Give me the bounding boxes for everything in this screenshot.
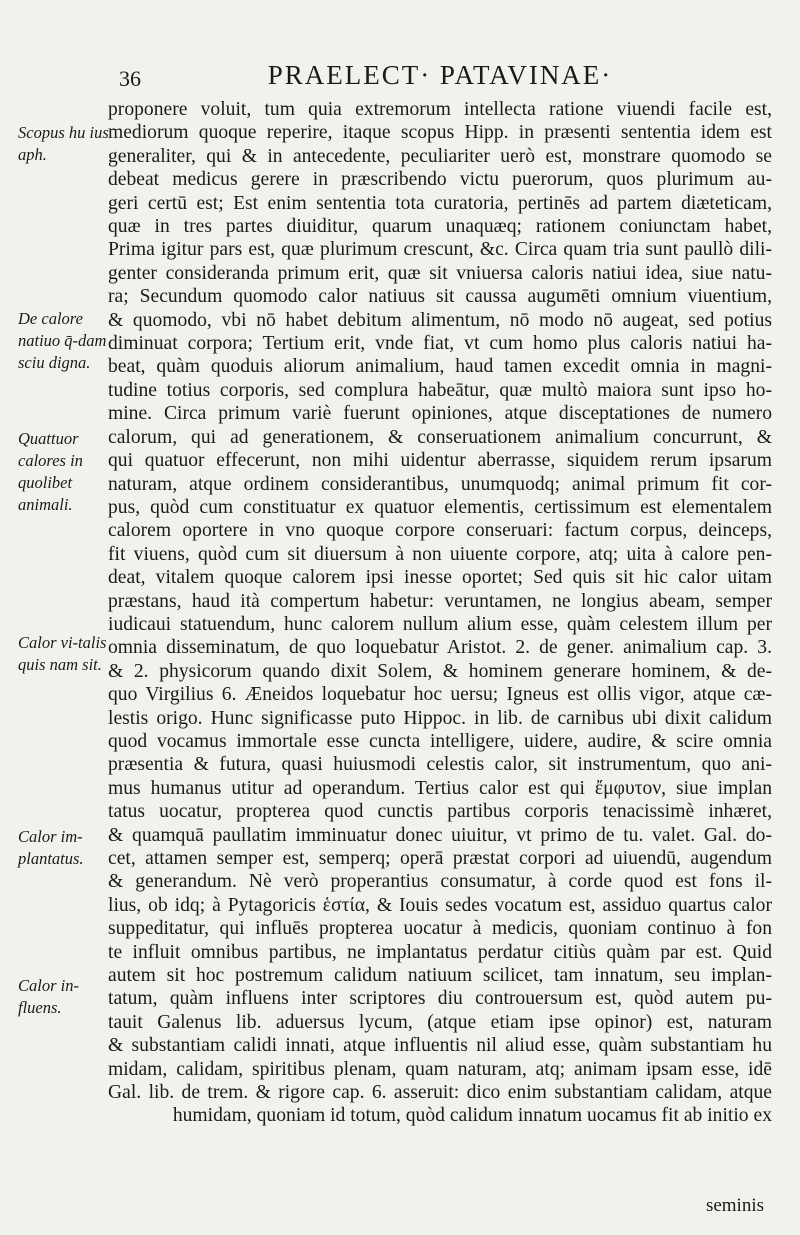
text-line: tatum, quàm influens inter scriptores diu controuersum est, quòd autem pu- (108, 988, 772, 1010)
text-line: deat, vitalem quoque calorem ipsi inesse oportet; Sed quis sit hic calor uitam (108, 567, 772, 589)
text-line: iudicaui statuendum, hunc calorem nullum alium esse, quàm celestem illum per (108, 613, 772, 635)
text-line: tauit Galenus lib. aduersus lycum, (atque etiam ipse opinor) est, naturam (108, 1011, 772, 1033)
text-line: & substantiam calidi innati, atque influentis nil aliud esse, quàm substantiam hu (108, 1035, 772, 1057)
text-line: mine. Circa primum variè fuerunt opiniones, atque disceptationes de numero (108, 403, 772, 425)
text-line: fit viuens, quòd cum sit diuersum à non uiuente corpore, atq; uita à calore pen- (108, 543, 772, 565)
text-line: debeat medicus gerere in præscribendo victu puerorum, quos plurimum au- (108, 169, 772, 191)
text-line: proponere voluit, tum quia extremorum intellecta ratione viuendi facile est, (108, 99, 772, 120)
text-line: diminuat corpora; Tertium erit, vnde fiat, vt cum homo plus caloris natiui ha- (108, 333, 772, 355)
margin-note-scopus: Scopus hu ius aph. (18, 123, 109, 164)
text-line: & generandum. Nè verò properantius consumatur, à corde quod est fons il- (108, 871, 772, 893)
text-line: humidam, quoniam id totum, quòd calidum innatum uocamus fit ab initio ex (172, 1105, 772, 1127)
text-line: ra; Secundum quomodo calor natiuus sit caussa augumēti omnium viuentium, (108, 286, 772, 308)
margin-note-quattuor-calores: Quattuor calores in quolibet animali. (18, 429, 83, 514)
text-line: mus humanus utitur ad operandum. Tertius calor est qui ἔμφυτον, siue implan (108, 777, 772, 799)
text-line: & 2. physicorum quando dixit Solem, & hominem generare hominem, & de- (108, 660, 772, 682)
text-line: Prima igitur pars est, quæ plurimum crescunt, &c. Circa quam tria sunt paullò dili- (108, 239, 772, 261)
text-line: generaliter, qui & in antecedente, peculiariter uerò est, monstrare quomodo se (108, 145, 772, 167)
text-line: lestis origo. Hunc significasse puto Hippoc. in lib. de carnibus ubi dixit calidum (108, 707, 772, 729)
text-line: præstans, haud ità compertum habetur: veruntamen, ne longius abeam, semper (108, 590, 772, 612)
text-line: genter consideranda primum erit, quæ sit vniuersa caloris natiui idea, siue natu- (108, 262, 772, 284)
text-line: calorum, qui ad generationem, & conseruationem animalium concurrunt, & (108, 426, 772, 448)
text-line: te influit omnibus partibus, ne implantatus perdatur citiùs quàm par est. Quid (108, 941, 772, 963)
running-head: PRAELECT· PATAVINAE· (267, 60, 613, 90)
margin-note-calor-vitalis: Calor vi-talis quis nam sit. (18, 633, 107, 674)
text-line: tudine totius corporis, sed complura habeātur, quæ multò maiora sunt ipso ho- (108, 379, 772, 401)
text-line: & quamquā paullatim imminuatur donec uiuitur, vt primo de tu. valet. Gal. do- (108, 824, 772, 846)
margin-note-calor-influens: Calor in-fluens. (18, 976, 79, 1017)
text-line: lius, ob idq; à Pytagoricis ἑστία, & Iouis sedes vocatum est, assiduo quartus calor (108, 894, 772, 916)
text-line: quo Virgilius 6. Æneidos loquebatur hoc uersu; Igneus est ollis vigor, atque cæ- (108, 684, 772, 706)
text-line: Gal. lib. de trem. & rigore cap. 6. asseruit: dico enim substantiam calidam, atque (108, 1082, 772, 1104)
text-line: cet, attamen semper est, semperq; operā præstat corpori ad uiuendū, augendum (108, 848, 772, 869)
text-line: geri certū est; Est enim sententia tota curatoria, pertinēs ad partem diæteticam, (108, 192, 772, 214)
text-line: omnia disseminatum, de quo loquebatur Aristot. 2. de gener. animalium cap. 3. (108, 637, 772, 659)
catchword: seminis (705, 1195, 764, 1216)
margin-note-calor-implantatus: Calor im-plantatus. (18, 827, 84, 868)
text-line: mediorum quoque reperire, itaque scopus Hipp. in præsenti sententia idem est (108, 122, 772, 144)
text-line: quod vocamus immortale esse cuncta intelligere, uidere, audire, & scire omnia (108, 730, 772, 752)
text-line: beat, quàm quoduis aliorum animalium, haud tamen excedit omnia in magni- (108, 356, 772, 378)
margin-note-de-calore: De calore natiuo q̄-dam sciu digna. (18, 309, 107, 372)
text-line: tatus uocatur, propterea quod cunctis partibus corporis tenacissimè inhæret, (108, 801, 772, 823)
text-line: naturam, atque ordinem considerantibus, unumquodq; animal primum fit cor- (108, 473, 772, 495)
main-text-block (108, 98, 772, 1128)
text-line: calorem oportere in vno quoque corpore conseruari: factum corpus, deinceps, (108, 520, 772, 542)
page-number: 36 (119, 66, 141, 91)
text-line: quæ in tres partes diuiditur, quarum unaquæq; rationem coniunctam habet, (108, 216, 772, 238)
text-line: midam, calidam, spiritibus plenam, quam naturam, atq; animam ipsam esse, idē (108, 1058, 772, 1080)
text-line: præsentia & futura, quasi huiusmodi celestis calor, sit instrumentum, quo ani- (108, 754, 772, 776)
text-line: qui quatuor effecerunt, non mihi uidentur aberrasse, siquidem rerum ipsarum (108, 450, 772, 472)
text-line: autem sit hoc postremum calidum natiuum scilicet, tam innatum, seu implan- (108, 965, 772, 987)
text-line: suppeditatur, qui influēs propterea uocatur à medicis, quoniam continuo à fon (108, 918, 772, 940)
text-line: pus, quòd cum constituatur ex quatuor elementis, certissimum est elementalem (108, 496, 772, 518)
text-line: & quomodo, vbi nō habet debitum alimentum, nō modo nō augeat, sed potius (108, 309, 772, 331)
